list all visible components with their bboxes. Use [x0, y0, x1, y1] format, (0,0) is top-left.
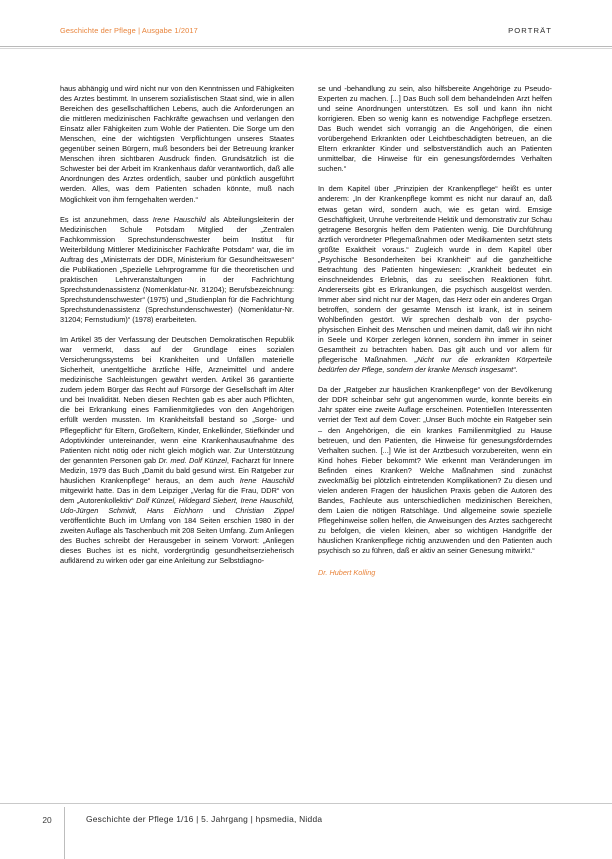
person-name-irene-hauschild-2: Irene Hauschild — [239, 475, 294, 485]
text-run: mitgewirkt hatte. Das in dem Leipziger „Verlag für die Frau, DDR“ von dem „Autorenkollektiv“ — [60, 485, 294, 505]
running-head-journal: Geschichte der Pflege | Ausgabe 1/2017 — [60, 26, 198, 35]
running-head-section: PORTRÄT — [508, 26, 552, 35]
author-signature: Dr. Hubert Kolling — [318, 568, 376, 578]
paragraph-right-1 — [318, 84, 552, 174]
text-run: Da der „Ratgeber zur häuslichen Krankenpflege“ von der Bevölkerung der DDR scheinbar sehr gut angenommen wurde, konnte bereits ein Jahr später eine zweite Auflage erscheinen. Potentiellen Interessenten verriet der Text auf dem Cover: „Unser Buch möchte ein Ratgeber sein – den Angehörigen, die ein krankes Familienmitglied zu Hause betreuen, und den Patienten, die Hinweise für genesungsförderndes Verhalten suchen. [...] Wie ist der Arztbesuch vorzubereiten, wenn ein Kind hohes Fieber bekommt? Wie erkennt man Veränderungen im Befinden eines Kranken? Welche Maßnahmen sind zunächst zweckmäßig bei plötzlich eintretenden Komplikationen? Zu diesen und vielen anderen Fragen der häuslichen Praxis geben die Autoren des Bandes, Fachleute aus unterschiedlichen medizinischen Bereichen, dem Laien die nötigen Ratschläge. Und allgemeine sowie spezielle Pflegehinweise sollen helfen, die Anweisungen des Arztes sachgerecht zu befolgen, die vielen kleinen, aber so wichtigen Handgriffe der häuslichen Krankenpflege richtig anzuwenden und den Patienten auch psychisch so zu führen, daß er aktiv an seiner Genesung mitwirkt.“ — [318, 385, 552, 556]
text-run: und — [202, 505, 236, 515]
paragraph-left-3 — [60, 335, 294, 566]
text-run: se und -behandlung zu sein, also hilfsbereite Angehörige zu Pseudo-Experten zu machen. [...] Das Buch soll dem behandelnden Arzt helfen und seine Anordnungen unterstützen. Es soll und kann ihn nicht korrigieren. Eben so wenig kann es notwendige Fachpflege ersetzen. Das Buch wendet sich vorrangig an die Angehörigen, die einen vorübergehend Erkrankten oder Leichtbeschädigten betreuen, an die Eltern erkrankter Kinder und selbstverständlich auch an Patienten unmittelbar, die Hinweise für ein genesungsförderndes Verhalten suchen.“ — [318, 84, 552, 174]
header-rule — [0, 46, 612, 47]
running-head — [60, 26, 552, 42]
person-name-dolf-kuenzel: Dr. med. Dolf Künzel — [158, 455, 227, 465]
text-run: Im Artikel 35 der Verfassung der Deutschen Demokratischen Republik war vermerkt, dass auf der Grundlage eines sozialen Versicherungssystems bei Krankheiten und Unfällen materielle Sicherheit, unentgeltliche ärztliche Hilfe, Arzneimittel und andere medizinische Sachleistungen gewährt werden. Artikel 36 garantierte zudem jedem Bürger das Recht auf Fürsorge der Gesellschaft im Alter und bei Invalidität. Neben diesen Rechten gab es aber auch Pflichten, die bei Erkrankung eines Familienmitgliedes von den Angehörigen erfüllt werden mussten. Im Krankheitsfall bestand so „Sorge- und Pflegepflicht“ für Eltern, Großeltern, Kinder, Enkelkinder, Stiefkinder und Adoptivkinder untereinander, wenn eine Krankenhausaufnahme des Patienten nicht nötig oder nicht gleich möglich war. Zur Unterstützung der genannten Personen gab — [60, 335, 294, 465]
page-footer — [0, 803, 612, 859]
page-number: 20 — [42, 815, 52, 825]
column-left — [60, 84, 294, 784]
text-run: als Abteilungsleiterin der Medizinischen Schule Potsdam Mitglied der „Zentralen Fachkommission Sprechstundenschwester beim Institut für Weiterbildung Mittlerer Medizinischer Fachkräfte Potsdam“ war, die im Auftrag des „Ministerrats der DDR, Ministerium für Gesundheitswesen“ die Publikationen „Spezielle Lehrprogramme für die theoretischen und praktischen Lehrveranstaltungen in der Fachrichtung Sprechstundenassistenz (Nomenklatur-Nr. 31204); Berufsbezeichnung: Sprechstundenschwester“ (1975) und „Studienplan für die Fachrichtung Sprechstundenassistenz (Sprechstundenschwester) (Nomenklatur-Nr. 31204; Fernstudium)“ (1978) erarbeiteten. — [60, 214, 294, 325]
paragraph-right-2 — [318, 184, 552, 375]
text-run: haus abhängig und wird nicht nur von den Kenntnissen und Fähigkeiten des Arztes bestimmt. In unserem sozialistischen Staat sind, wie in allen Bereichen des gesellschaftlichen Lebens, auch die Anforderungen an die mittleren medizinischen Fachkräfte gewachsen und verlangen den Einsatz aller Fähigkeiten zum Wohle der Patienten. Die Sorge um den Menschen, eine der wichtigsten Verpflichtungen unseres Staates gegenüber seinen Bürgern, muß besonders bei der Betreuung kranker Menschen ihren sichtbaren Ausdruck finden. Grundsätzlich ist die Schwester bei der Arbeit im Krankenhaus dafür verantwortlich, daß alle Anordnungen des Arztes ordentlich, sauber und pünktlich ausgeführt werden. Alles, was dem Patienten schaden könnte, muß nach Möglichkeit von ihm ferngehalten werden.“ — [60, 84, 294, 204]
paragraph-left-2 — [60, 215, 294, 326]
quotation-emphasis: „Nicht nur die erkrankten Körperteile bedürfen der Pflege, sondern der kranke Mensch insgesamt“. — [318, 355, 552, 375]
text-run: In dem Kapitel über „Prinzipien der Krankenpflege“ heißt es unter anderem: „In der Krankenpflege kommt es nicht nur darauf an, daß etwas getan wird, sondern auch, wie es getan wird. Emsige Geschäftigkeit, Unruhe verbreitende Hektik und demonstrativ zur Schau getragene Besorgnis helfen dem Patienten wenig. Die Durchführung ärztlich verordneter Pflegemaßnahmen oder Medikamenten setzt stets größte Exaktheit voraus.“ Zugleich wurde in dem Kapitel über „Psychische Besonderheiten bei Krankheit“ auf die ganzheitliche Betrachtung des Patienten hingewiesen: „Krankheit bedeutet ein einschneidendes Erlebnis, das zu seelischen Reaktionen führt. Andererseits gibt es Erkrankungen, die psychisch ausgelöst werden. Immer aber sind nicht nur der Magen, das Herz oder ein anderes Organ betroffen, sondern der gesamte Mensch ist krank, ist in seinem Wohlbefinden gestört. Wir sprechen deshalb von der psycho-physischen Einheit des Menschen und meinen damit, daß wir ihn nicht in Seele und Körper zerlegen können, sondern ihn immer in seiner Gesamtheit zu betrachten haben. Das gilt auch und vor allem für pflegerische Maßnahmen. — [318, 184, 552, 365]
footer-imprint: Geschichte der Pflege 1/16 | 5. Jahrgang | hpsmedia, Nidda — [86, 814, 323, 824]
person-name-irene-hauschild: Irene Hauschild — [152, 214, 206, 224]
column-right — [318, 84, 552, 784]
text-run: , Facharzt für Innere Medizin, 1979 das Buch „Damit du bald gesund wirst. Ein Ratgeber zur häuslichen Krankenpflege“ heraus, an dem auch — [60, 455, 295, 485]
footer-divider — [64, 807, 65, 859]
paragraph-left-1 — [60, 84, 294, 205]
body-columns — [60, 84, 552, 784]
text-run: Es ist anzunehmen, dass — [60, 214, 153, 224]
author-collective-names: Dolf Künzel, Hildegard Siebert, Irene Hauschild, Udo-Jürgen Schmidt, Hans Eichhorn — [60, 495, 294, 515]
paragraph-right-3 — [318, 385, 552, 556]
header-rule-secondary — [0, 48, 612, 49]
text-run: veröffentlichte Buch im Umfang von 184 Seiten erschien 1980 in der zweiten Auflage als Taschenbuch mit 208 Seiten Umfang. Zum Anliegen des Buches schreibt der Herausgeber in seinem Vorwort: „Anliegen dieses Buches ist es nicht, vordergründig gesundheitserzieherisch aufklärend zu wirken oder gar eine Anleitung zur Selbstdiagno- — [60, 515, 294, 566]
person-name-christian-zippel: Christian Zippel — [235, 505, 294, 515]
footer-rule — [0, 803, 612, 804]
